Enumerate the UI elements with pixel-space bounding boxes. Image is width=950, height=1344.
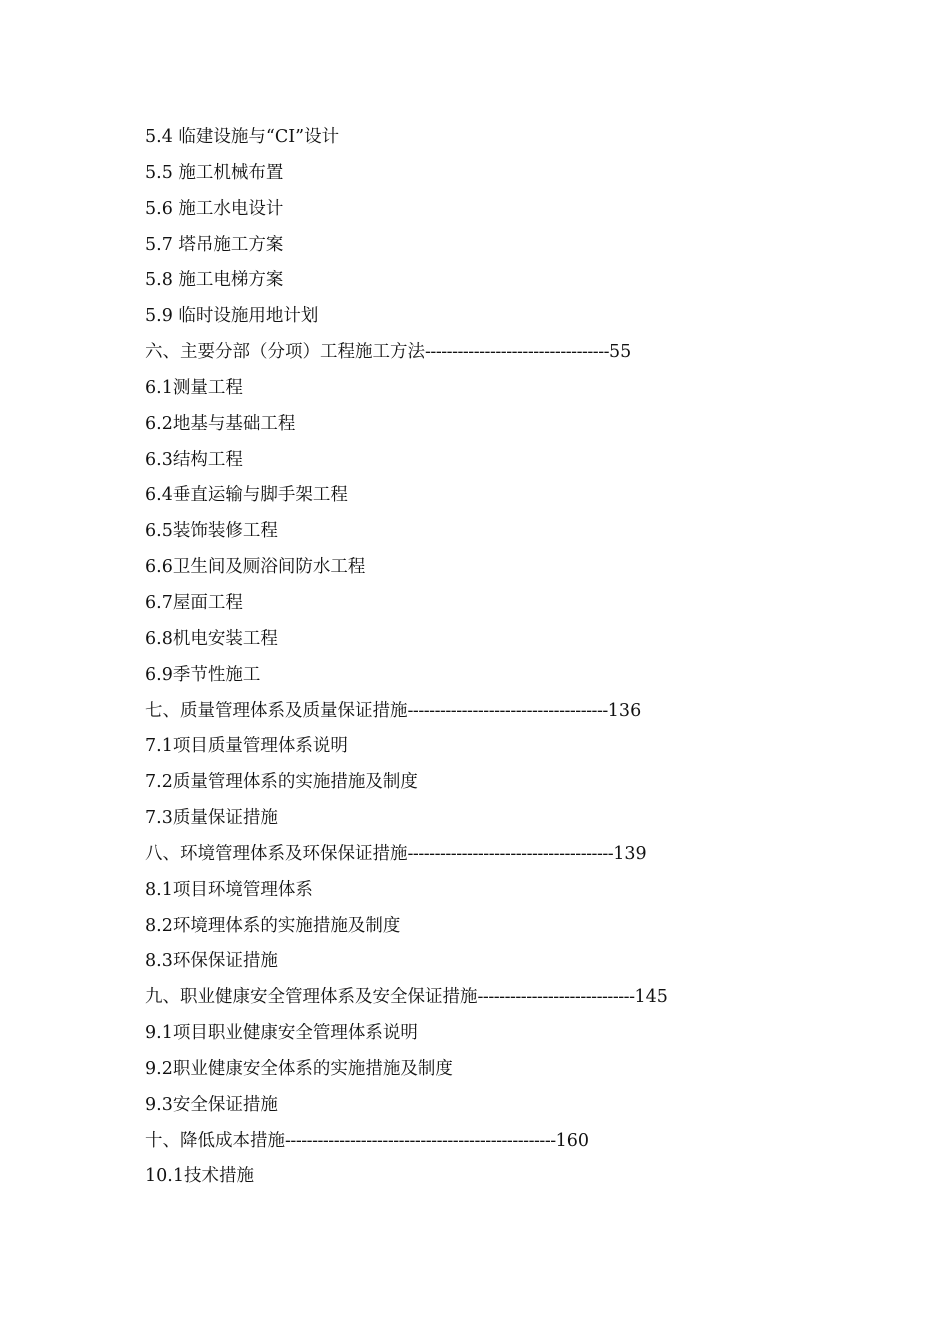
toc-section-title: 5.7 塔吊施工方案: [145, 234, 284, 255]
toc-section-entry: [145, 550, 825, 586]
toc-section-entry: [145, 478, 825, 514]
toc-chapter-title: 十、降低成本措施: [145, 1130, 285, 1151]
toc-page-number: 160: [555, 1130, 590, 1151]
toc-chapter-title: 九、职业健康安全管理体系及安全保证措施: [145, 987, 478, 1008]
toc-section-entry: [145, 299, 825, 335]
toc-page-number: 145: [634, 987, 668, 1008]
toc-page-number: 139: [613, 843, 647, 864]
toc-dot-leader: ----------------------------------: [425, 342, 610, 363]
toc-section-title: 9.1项目职业健康安全管理体系说明: [145, 1023, 418, 1044]
toc-section-title: 6.1测量工程: [145, 377, 243, 398]
toc-section-title: 5.5 施工机械布置: [145, 162, 284, 183]
toc-section-entry: [145, 1088, 825, 1124]
toc-chapter-entry: [145, 694, 825, 730]
toc-chapter-entry: [145, 980, 825, 1016]
toc-section-title: 6.6卫生间及厕浴间防水工程: [145, 557, 366, 578]
toc-section-title: 6.9季节性施工: [145, 664, 261, 685]
toc-section-entry: [145, 1052, 825, 1088]
toc-chapter-title: 七、质量管理体系及质量保证措施: [145, 700, 408, 721]
toc-chapter-entry: [145, 837, 825, 873]
toc-section-entry: [145, 944, 825, 980]
toc-section-entry: [145, 443, 825, 479]
toc-section-entry: [145, 228, 825, 264]
toc-section-title: 6.7屋面工程: [145, 592, 243, 613]
toc-section-entry: [145, 263, 825, 299]
toc-section-title: 6.2地基与基础工程: [145, 413, 296, 434]
toc-section-title: 7.1项目质量管理体系说明: [145, 736, 348, 757]
toc-section-entry: [145, 1159, 825, 1195]
toc-section-title: 7.2质量管理体系的实施措施及制度: [145, 772, 418, 793]
toc-section-title: 9.2职业健康安全体系的实施措施及制度: [145, 1058, 453, 1079]
toc-section-entry: [145, 192, 825, 228]
toc-dot-leader: -------------------------------------: [407, 700, 608, 721]
toc-section-entry: [145, 156, 825, 192]
table-of-contents: [145, 120, 825, 1195]
toc-page-number: 136: [607, 700, 642, 721]
toc-chapter-entry: [145, 1124, 825, 1160]
toc-dot-leader: -----------------------------: [477, 987, 635, 1008]
toc-section-entry: [145, 873, 825, 909]
toc-section-title: 5.9 临时设施用地计划: [145, 306, 319, 327]
toc-section-title: 5.4 临建设施与“CI”设计: [145, 127, 340, 147]
toc-section-title: 6.5装饰装修工程: [145, 521, 278, 542]
toc-section-title: 6.3结构工程: [145, 449, 243, 470]
toc-section-entry: [145, 622, 825, 658]
toc-chapter-entry: [145, 335, 825, 371]
toc-section-title: 10.1技术措施: [145, 1166, 254, 1187]
toc-section-title: 7.3质量保证措施: [145, 808, 278, 829]
toc-chapter-title: 六、主要分部（分项）工程施工方法: [145, 342, 425, 363]
toc-section-entry: [145, 658, 825, 694]
toc-section-entry: [145, 371, 825, 407]
toc-section-title: 6.8机电安装工程: [145, 628, 278, 649]
toc-section-entry: [145, 1016, 825, 1052]
toc-section-entry: [145, 407, 825, 443]
toc-section-entry: [145, 765, 825, 801]
toc-section-title: 8.3环保保证措施: [145, 951, 278, 972]
toc-section-entry: [145, 801, 825, 837]
toc-section-title: 8.1项目环境管理体系: [145, 879, 313, 900]
toc-section-entry: [145, 514, 825, 550]
toc-section-entry: [145, 729, 825, 765]
toc-dot-leader: --------------------------------------: [407, 843, 614, 864]
toc-section-title: 5.6 施工水电设计: [145, 198, 284, 219]
toc-chapter-title: 八、环境管理体系及环保保证措施: [145, 843, 408, 864]
toc-section-title: 9.3安全保证措施: [145, 1094, 278, 1115]
toc-page-number: 55: [609, 342, 632, 363]
toc-section-entry: [145, 586, 825, 622]
toc-section-entry: [145, 909, 825, 945]
toc-section-title: 5.8 施工电梯方案: [145, 270, 284, 291]
toc-section-entry: [145, 120, 825, 156]
toc-section-title: 8.2环境理体系的实施措施及制度: [145, 915, 401, 936]
toc-section-title: 6.4垂直运输与脚手架工程: [145, 485, 348, 506]
toc-dot-leader: --------------------------------------------------: [285, 1130, 556, 1151]
